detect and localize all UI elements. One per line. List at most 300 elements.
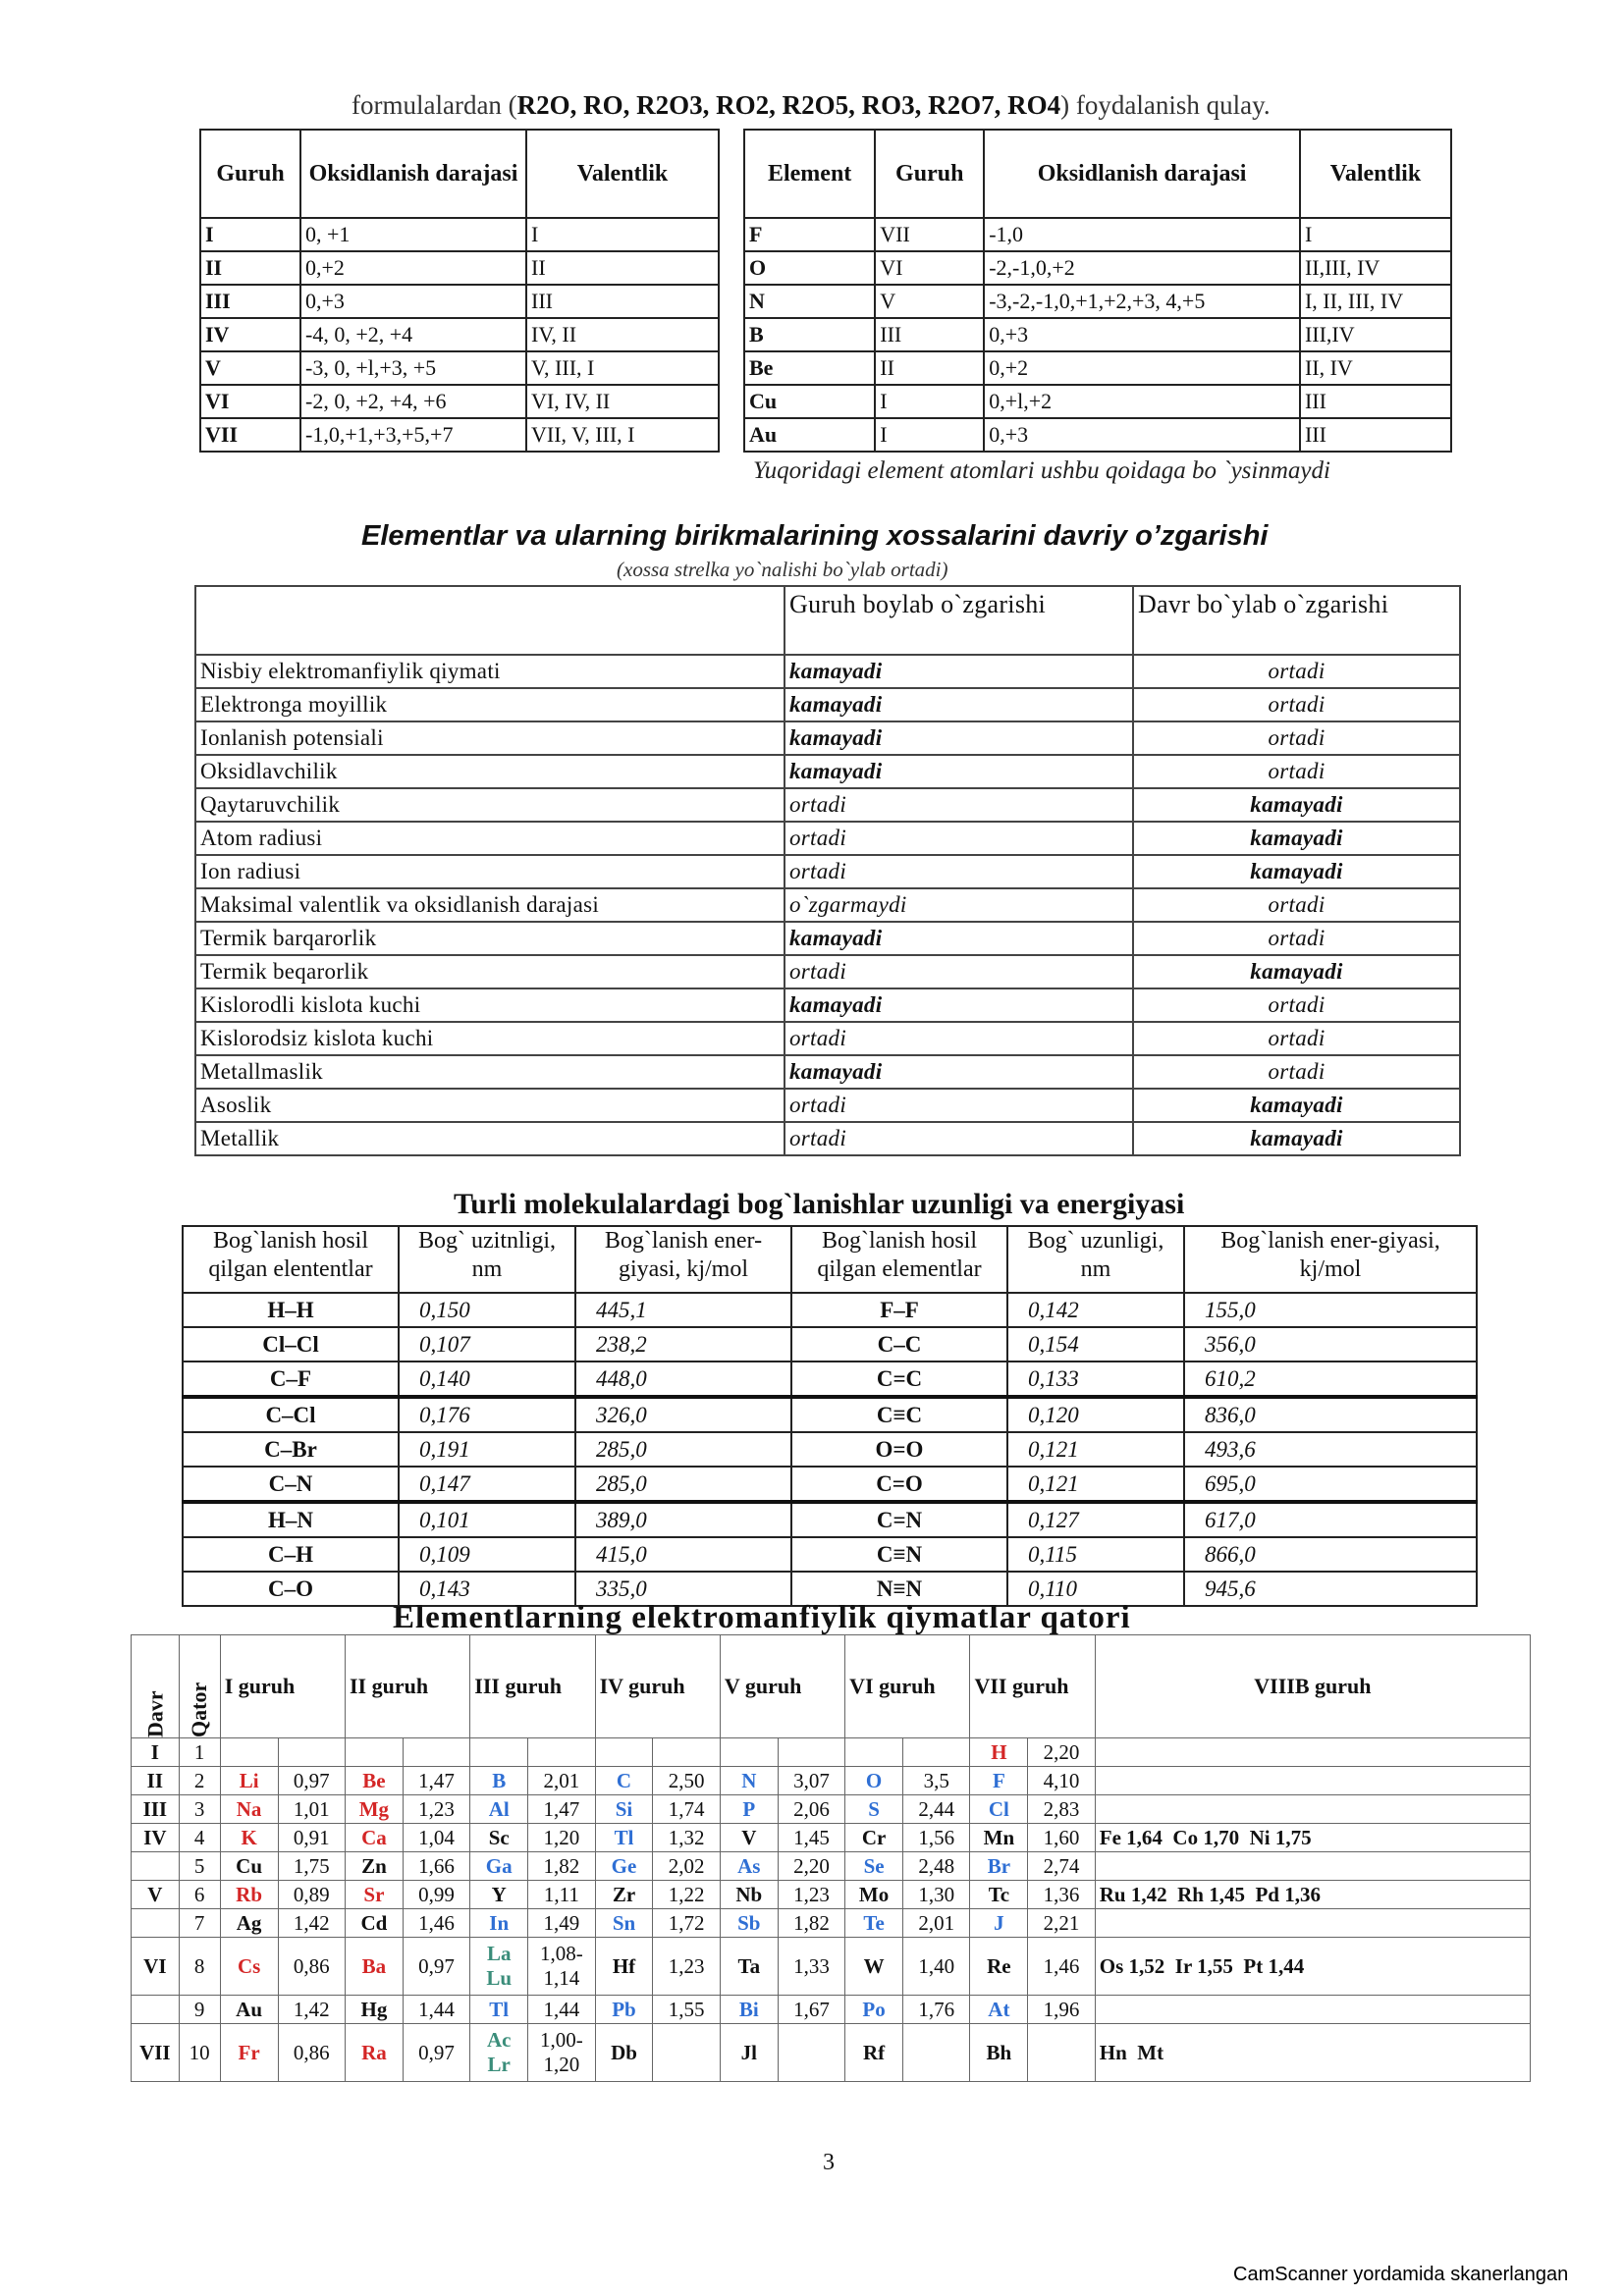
table-row <box>195 1055 1460 1089</box>
table-row <box>183 1502 1477 1537</box>
header-group-2: II guruh <box>345 1635 469 1738</box>
element-symbol <box>470 1738 528 1767</box>
cell: C=C <box>791 1362 1007 1397</box>
header-valentlik: Valentlik <box>526 130 719 218</box>
electronegativity-value: 1,49 <box>528 1909 595 1938</box>
cell: -3, 0, +l,+3, +5 <box>300 351 526 385</box>
period-change: ortadi <box>1133 721 1460 755</box>
electronegativity-value: 2,44 <box>903 1795 970 1824</box>
cell: 866,0 <box>1184 1537 1477 1572</box>
group-viii-values: Hn Mt <box>1095 2024 1530 2082</box>
cell: I <box>875 418 984 452</box>
cell: C–H <box>183 1537 399 1572</box>
cell: 335,0 <box>575 1572 791 1606</box>
element-symbol: Li <box>220 1767 278 1795</box>
cell: I <box>1300 218 1451 251</box>
group-change: ortadi <box>784 788 1133 822</box>
cell: -3,-2,-1,0,+1,+2,+3, 4,+5 <box>984 285 1300 318</box>
cell: 493,6 <box>1184 1432 1477 1467</box>
period-label <box>132 1852 180 1881</box>
period-change: ortadi <box>1133 888 1460 922</box>
table-row <box>132 1909 1531 1938</box>
cell: VII <box>875 218 984 251</box>
electronegativity-value: 3,5 <box>903 1767 970 1795</box>
element-symbol: Mn <box>970 1824 1028 1852</box>
period-label <box>132 1996 180 2024</box>
electronegativity-value: 1,00- 1,20 <box>528 2024 595 2082</box>
electronegativity-value: 1,74 <box>653 1795 720 1824</box>
element-symbol: Db <box>595 2024 653 2082</box>
section-title-electronegativity: Elementlarning elektromanfiylik qiymatlar qatori <box>393 1600 1131 1635</box>
electronegativity-value: 1,23 <box>778 1881 844 1909</box>
bond-header-1: Bog` uzitnligi, nm <box>399 1226 575 1293</box>
period-change: ortadi <box>1133 988 1460 1022</box>
group-viii-values: Ru 1,42 Rh 1,45 Pd 1,36 <box>1095 1881 1530 1909</box>
property-name: Metallmaslik <box>195 1055 784 1089</box>
electronegativity-value: 1,46 <box>1028 1938 1095 1996</box>
header-group-4: IV guruh <box>595 1635 720 1738</box>
electronegativity-value: 1,44 <box>403 1996 469 2024</box>
electronegativity-value: 1,72 <box>653 1909 720 1938</box>
electronegativity-value: 1,42 <box>278 1909 345 1938</box>
electronegativity-value: 1,55 <box>653 1996 720 2024</box>
element-symbol: Ta <box>720 1938 778 1996</box>
table-row <box>200 318 719 351</box>
property-name: Termik barqarorlik <box>195 922 784 955</box>
group-change: kamayadi <box>784 1055 1133 1089</box>
electronegativity-value: 1,30 <box>903 1881 970 1909</box>
period-change: ortadi <box>1133 655 1460 688</box>
group-change: ortadi <box>784 1022 1133 1055</box>
table-row <box>744 251 1451 285</box>
section-subtitle-periodic: (xossa strelka yo`nalishi bo`ylab ortadi) <box>617 558 948 581</box>
header-valentlik: Valentlik <box>1300 130 1451 218</box>
group-oxidation-table <box>199 129 720 453</box>
electronegativity-value: 2,74 <box>1028 1852 1095 1881</box>
cell: 285,0 <box>575 1467 791 1502</box>
row-number: 5 <box>179 1852 220 1881</box>
cell: O=O <box>791 1432 1007 1467</box>
element-symbol: J <box>970 1909 1028 1938</box>
table-row <box>195 988 1460 1022</box>
electronegativity-value: 1,20 <box>528 1824 595 1852</box>
cell: C≡N <box>791 1537 1007 1572</box>
header-group-6: VI guruh <box>845 1635 970 1738</box>
bond-table <box>182 1225 1478 1607</box>
header-group-5: V guruh <box>720 1635 844 1738</box>
scanner-watermark: CamScanner yordamida skanerlangan <box>1233 2264 1569 2285</box>
element-symbol: W <box>845 1938 903 1996</box>
cell: III,IV <box>1300 318 1451 351</box>
cell: 0,176 <box>399 1397 575 1432</box>
header-element: Element <box>744 130 875 218</box>
table-row <box>200 285 719 318</box>
table-row <box>183 1293 1477 1327</box>
table-row <box>200 385 719 418</box>
group-viii-values <box>1095 1795 1530 1824</box>
element-symbol: Tc <box>970 1881 1028 1909</box>
header-guruh: Guruh <box>200 130 300 218</box>
bond-header-3: Bog`lanish hosil qilgan elementlar <box>791 1226 1007 1293</box>
cell: 0,133 <box>1007 1362 1184 1397</box>
bond-header-0: Bog`lanish hosil qilgan elententlar <box>183 1226 399 1293</box>
group-viii-values: Fe 1,64 Co 1,70 Ni 1,75 <box>1095 1824 1530 1852</box>
element-symbol: Rf <box>845 2024 903 2082</box>
cell: 0,120 <box>1007 1397 1184 1432</box>
header-qator: Qator <box>179 1635 220 1738</box>
cell: 836,0 <box>1184 1397 1477 1432</box>
group-change: kamayadi <box>784 988 1133 1022</box>
table-row <box>744 418 1451 452</box>
element-symbol: Ac Lr <box>470 2024 528 2082</box>
header-davr: Davr <box>132 1635 180 1738</box>
table-row <box>200 218 719 251</box>
period-change: ortadi <box>1133 1055 1460 1089</box>
cell: III <box>1300 385 1451 418</box>
electronegativity-value: 0,86 <box>278 1938 345 1996</box>
element-symbol: Ca <box>345 1824 403 1852</box>
element-symbol: Bh <box>970 2024 1028 2082</box>
electronegativity-value: 2,20 <box>1028 1738 1095 1767</box>
exception-note: Yuqoridagi element atomlari ushbu qoidaga bo `ysinmaydi <box>753 457 1330 484</box>
cell: 0,147 <box>399 1467 575 1502</box>
property-name: Kislorodsiz kislota kuchi <box>195 1022 784 1055</box>
cell: V <box>875 285 984 318</box>
row-number: 10 <box>179 2024 220 2082</box>
electronegativity-value: 1,11 <box>528 1881 595 1909</box>
element-symbol: Sb <box>720 1909 778 1938</box>
table-row <box>744 218 1451 251</box>
element-symbol: Ra <box>345 2024 403 2082</box>
electronegativity-value <box>653 2024 720 2082</box>
cell: 238,2 <box>575 1327 791 1362</box>
cell: N≡N <box>791 1572 1007 1606</box>
electronegativity-value: 1,82 <box>778 1909 844 1938</box>
electronegativity-value: 2,83 <box>1028 1795 1095 1824</box>
element-symbol: Sc <box>470 1824 528 1852</box>
period-change: kamayadi <box>1133 955 1460 988</box>
property-name: Ion radiusi <box>195 855 784 888</box>
table-row <box>132 1824 1531 1852</box>
cell: 0,+2 <box>984 351 1300 385</box>
cell: IV <box>200 318 300 351</box>
intro-suffix: ) foydalanish qulay. <box>1060 90 1271 120</box>
period-change: ortadi <box>1133 688 1460 721</box>
cell: 0,101 <box>399 1502 575 1537</box>
element-symbol: Ba <box>345 1938 403 1996</box>
period-change: kamayadi <box>1133 855 1460 888</box>
electronegativity-value: 1,60 <box>1028 1824 1095 1852</box>
element-symbol: Sr <box>345 1881 403 1909</box>
period-change: kamayadi <box>1133 822 1460 855</box>
cell: 0,115 <box>1007 1537 1184 1572</box>
property-name: Oksidlavchilik <box>195 755 784 788</box>
table-row <box>744 385 1451 418</box>
row-number: 1 <box>179 1738 220 1767</box>
element-symbol: Si <box>595 1795 653 1824</box>
row-number: 3 <box>179 1795 220 1824</box>
electronegativity-value: 1,67 <box>778 1996 844 2024</box>
electronegativity-value <box>903 2024 970 2082</box>
cell: -2, 0, +2, +4, +6 <box>300 385 526 418</box>
table-row <box>132 1738 1531 1767</box>
cell: 0,+l,+2 <box>984 385 1300 418</box>
electronegativity-value: 2,01 <box>528 1767 595 1795</box>
intro-formulas: R2O, RO, R2O3, RO2, R2O5, RO3, R2O7, RO4 <box>516 90 1061 120</box>
cell: 695,0 <box>1184 1467 1477 1502</box>
cell: I <box>526 218 719 251</box>
group-change: kamayadi <box>784 755 1133 788</box>
electronegativity-value <box>778 1738 844 1767</box>
element-symbol: Se <box>845 1852 903 1881</box>
period-change: kamayadi <box>1133 788 1460 822</box>
table-row <box>195 1022 1460 1055</box>
col-header-period: Davr bo`ylab o`zgarishi <box>1133 586 1460 655</box>
cell: C–Cl <box>183 1397 399 1432</box>
col-header-group: Guruh boylab o`zgarishi <box>784 586 1133 655</box>
cell: 0,+3 <box>984 418 1300 452</box>
cell: 0,142 <box>1007 1293 1184 1327</box>
group-change: kamayadi <box>784 655 1133 688</box>
intro-line <box>352 90 1271 121</box>
cell: III <box>875 318 984 351</box>
cell: -1,0,+1,+3,+5,+7 <box>300 418 526 452</box>
cell: II <box>875 351 984 385</box>
table-row <box>195 1122 1460 1155</box>
property-name: Ionlanish potensiali <box>195 721 784 755</box>
electronegativity-value: 1,47 <box>403 1767 469 1795</box>
cell: 0,121 <box>1007 1467 1184 1502</box>
table-row <box>132 1996 1531 2024</box>
group-viii-values <box>1095 1996 1530 2024</box>
table-row <box>132 2024 1531 2082</box>
electronegativity-value <box>403 1738 469 1767</box>
cell: Cu <box>744 385 875 418</box>
section-title-periodic: Elementlar va ularning birikmalarining xossalarini davriy o’zgarishi <box>361 520 1269 552</box>
cell: I <box>875 385 984 418</box>
cell: C–O <box>183 1572 399 1606</box>
intro-prefix: formulalardan ( <box>352 90 517 120</box>
cell: II,III, IV <box>1300 251 1451 285</box>
electronegativity-value: 1,08- 1,14 <box>528 1938 595 1996</box>
electronegativity-value: 1,04 <box>403 1824 469 1852</box>
element-symbol: Br <box>970 1852 1028 1881</box>
electronegativity-value: 0,89 <box>278 1881 345 1909</box>
period-label: II <box>132 1767 180 1795</box>
cell: II <box>200 251 300 285</box>
element-symbol: Hg <box>345 1996 403 2024</box>
electronegativity-value: 1,66 <box>403 1852 469 1881</box>
cell: 326,0 <box>575 1397 791 1432</box>
element-symbol <box>220 1738 278 1767</box>
electronegativity-value: 1,47 <box>528 1795 595 1824</box>
row-number: 2 <box>179 1767 220 1795</box>
group-viii-values <box>1095 1738 1530 1767</box>
electronegativity-value: 1,76 <box>903 1996 970 2024</box>
electronegativity-value: 1,96 <box>1028 1996 1095 2024</box>
cell: -2,-1,0,+2 <box>984 251 1300 285</box>
electronegativity-value: 2,02 <box>653 1852 720 1881</box>
table-row <box>744 318 1451 351</box>
table-row <box>195 788 1460 822</box>
element-symbol: F <box>970 1767 1028 1795</box>
periodic-properties-table <box>194 585 1461 1156</box>
element-symbol: Al <box>470 1795 528 1824</box>
group-change: kamayadi <box>784 922 1133 955</box>
table-row <box>183 1397 1477 1432</box>
element-symbol: Y <box>470 1881 528 1909</box>
element-symbol: S <box>845 1795 903 1824</box>
cell: N <box>744 285 875 318</box>
cell: 0,121 <box>1007 1432 1184 1467</box>
table-row <box>195 688 1460 721</box>
property-name: Kislorodli kislota kuchi <box>195 988 784 1022</box>
electronegativity-value: 1,32 <box>653 1824 720 1852</box>
property-name: Nisbiy elektromanfiylik qiymati <box>195 655 784 688</box>
electronegativity-value: 1,23 <box>403 1795 469 1824</box>
table-row <box>132 1767 1531 1795</box>
element-symbol: Zn <box>345 1852 403 1881</box>
table-row <box>183 1537 1477 1572</box>
cell: Cl–Cl <box>183 1327 399 1362</box>
cell: VII, V, III, I <box>526 418 719 452</box>
header-group-8: VIIIB guruh <box>1095 1635 1530 1738</box>
electronegativity-value: 4,10 <box>1028 1767 1095 1795</box>
cell: I <box>200 218 300 251</box>
group-change: o`zgarmaydi <box>784 888 1133 922</box>
electronegativity-value: 1,56 <box>903 1824 970 1852</box>
cell: C–F <box>183 1362 399 1397</box>
cell: 285,0 <box>575 1432 791 1467</box>
cell: IV, II <box>526 318 719 351</box>
group-change: ortadi <box>784 822 1133 855</box>
property-name: Metallik <box>195 1122 784 1155</box>
element-symbol: Cl <box>970 1795 1028 1824</box>
electronegativity-value <box>1028 2024 1095 2082</box>
cell: VII <box>200 418 300 452</box>
element-symbol: Cd <box>345 1909 403 1938</box>
cell: -4, 0, +2, +4 <box>300 318 526 351</box>
element-symbol: P <box>720 1795 778 1824</box>
cell: III <box>200 285 300 318</box>
cell: II, IV <box>1300 351 1451 385</box>
cell: C=N <box>791 1502 1007 1537</box>
element-symbol: K <box>220 1824 278 1852</box>
period-change: ortadi <box>1133 1022 1460 1055</box>
group-viii-values <box>1095 1909 1530 1938</box>
property-name: Maksimal valentlik va oksidlanish darajasi <box>195 888 784 922</box>
cell: III <box>1300 418 1451 452</box>
electronegativity-value: 1,33 <box>778 1938 844 1996</box>
electronegativity-value: 3,07 <box>778 1767 844 1795</box>
element-symbol: Te <box>845 1909 903 1938</box>
electronegativity-value: 0,97 <box>403 1938 469 1996</box>
element-symbol: At <box>970 1996 1028 2024</box>
element-symbol: Cu <box>220 1852 278 1881</box>
header-oksidlanish: Oksidlanish darajasi <box>984 130 1300 218</box>
element-symbol: Bi <box>720 1996 778 2024</box>
electronegativity-value <box>778 2024 844 2082</box>
cell: C–Br <box>183 1432 399 1467</box>
table-row <box>200 418 719 452</box>
header-group-7: VII guruh <box>970 1635 1095 1738</box>
row-number: 9 <box>179 1996 220 2024</box>
table-row <box>132 1795 1531 1824</box>
cell: 445,1 <box>575 1293 791 1327</box>
row-number: 7 <box>179 1909 220 1938</box>
row-number: 8 <box>179 1938 220 1996</box>
electronegativity-value: 1,40 <box>903 1938 970 1996</box>
electronegativity-value: 2,50 <box>653 1767 720 1795</box>
cell: C–N <box>183 1467 399 1502</box>
row-number: 6 <box>179 1881 220 1909</box>
period-label: VI <box>132 1938 180 1996</box>
period-change: kamayadi <box>1133 1122 1460 1155</box>
electronegativity-value: 1,75 <box>278 1852 345 1881</box>
cell: 415,0 <box>575 1537 791 1572</box>
element-symbol: Zr <box>595 1881 653 1909</box>
cell: VI, IV, II <box>526 385 719 418</box>
table-row <box>195 855 1460 888</box>
electronegativity-value: 0,97 <box>278 1767 345 1795</box>
element-symbol: La Lu <box>470 1938 528 1996</box>
table-row <box>132 1938 1531 1996</box>
cell: 0,+3 <box>984 318 1300 351</box>
electronegativity-value: 1,36 <box>1028 1881 1095 1909</box>
element-symbol: Au <box>220 1996 278 2024</box>
cell: 0, +1 <box>300 218 526 251</box>
cell: 0,109 <box>399 1537 575 1572</box>
cell: I, II, III, IV <box>1300 285 1451 318</box>
header-group-1: I guruh <box>220 1635 345 1738</box>
cell: F–F <box>791 1293 1007 1327</box>
cell: C=O <box>791 1467 1007 1502</box>
electronegativity-value: 1,23 <box>653 1938 720 1996</box>
element-symbol: Be <box>345 1767 403 1795</box>
element-symbol: In <box>470 1909 528 1938</box>
table-row <box>195 721 1460 755</box>
electronegativity-value: 1,46 <box>403 1909 469 1938</box>
electronegativity-value: 2,01 <box>903 1909 970 1938</box>
table-row <box>744 285 1451 318</box>
table-row <box>183 1327 1477 1362</box>
cell: B <box>744 318 875 351</box>
element-symbol: Cs <box>220 1938 278 1996</box>
element-symbol: B <box>470 1767 528 1795</box>
period-label: VII <box>132 2024 180 2082</box>
group-change: ortadi <box>784 955 1133 988</box>
cell: II <box>526 251 719 285</box>
electronegativity-value: 1,45 <box>778 1824 844 1852</box>
element-symbol: H <box>970 1738 1028 1767</box>
element-symbol <box>345 1738 403 1767</box>
cell: 0,+2 <box>300 251 526 285</box>
cell: F <box>744 218 875 251</box>
property-name: Elektronga moyillik <box>195 688 784 721</box>
electronegativity-value: 2,20 <box>778 1852 844 1881</box>
period-change: ortadi <box>1133 922 1460 955</box>
element-symbol: Po <box>845 1996 903 2024</box>
cell: V <box>200 351 300 385</box>
table-row <box>183 1432 1477 1467</box>
table-row <box>195 655 1460 688</box>
cell: C–C <box>791 1327 1007 1362</box>
element-symbol: Jl <box>720 2024 778 2082</box>
period-label: V <box>132 1881 180 1909</box>
bond-header-4: Bog` uzunligi, nm <box>1007 1226 1184 1293</box>
cell: 0,191 <box>399 1432 575 1467</box>
cell: VI <box>200 385 300 418</box>
